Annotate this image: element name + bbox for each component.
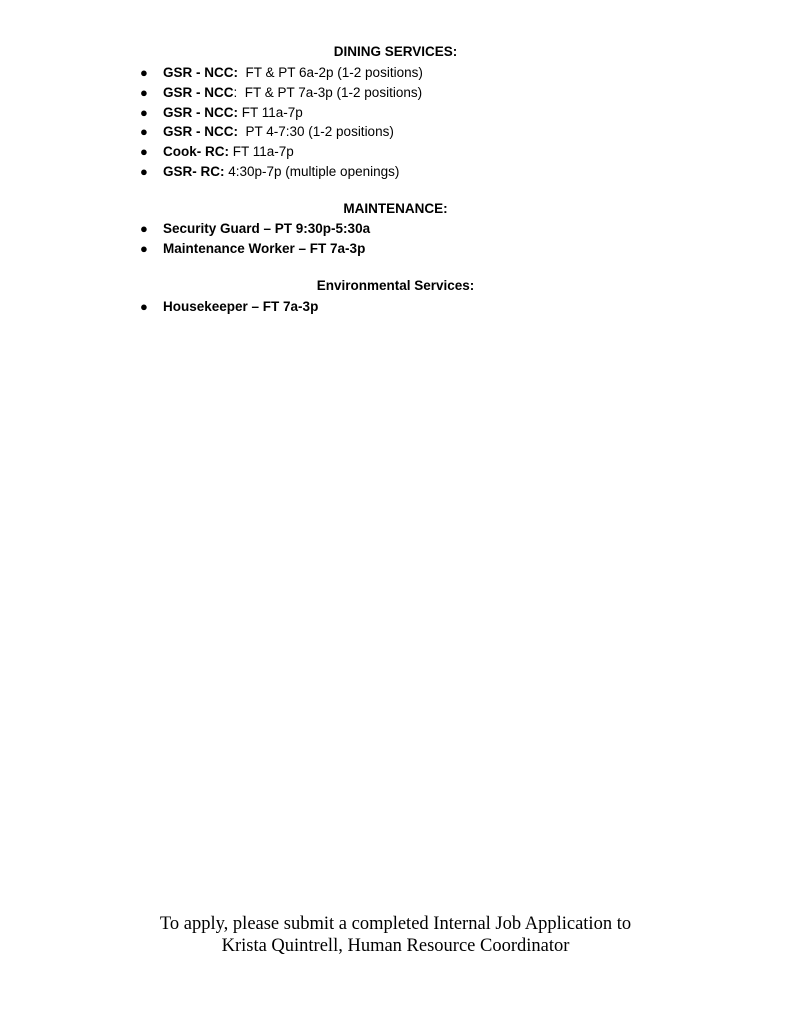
apply-instructions-line-1: To apply, please submit a completed Internal Job Application to: [159, 914, 632, 934]
maintenance-list: [140, 219, 370, 259]
job-title: GSR - NCC: [163, 84, 234, 100]
bullet-icon: ●: [140, 84, 148, 100]
bullet-icon: ●: [140, 65, 148, 80]
bullet-icon: ●: [140, 124, 148, 140]
job-title: GSR - NCC:: [163, 104, 238, 120]
dining-services-list: [140, 63, 423, 182]
list-item: [140, 239, 370, 259]
job-title: GSR - NCC:: [163, 124, 238, 140]
environmental-services-list: [140, 297, 318, 317]
list-item: [140, 103, 423, 123]
list-item: [140, 142, 423, 162]
job-title: Maintenance Worker – FT 7a-3p: [163, 240, 366, 256]
job-title: GSR- RC:: [163, 163, 225, 179]
bullet-icon: ●: [140, 104, 148, 120]
list-item: [140, 122, 423, 142]
bullet-icon: ●: [140, 299, 148, 314]
job-detail: FT 11a-7p: [229, 144, 294, 160]
job-detail: 4:30p-7p (multiple openings): [224, 163, 400, 179]
list-item: [140, 297, 318, 317]
list-item: [140, 63, 423, 83]
job-title: Cook- RC:: [163, 144, 229, 160]
bullet-icon: ●: [140, 221, 148, 236]
job-title: Housekeeper – FT 7a-3p: [163, 299, 319, 314]
job-title: Security Guard – PT 9:30p-5:30a: [163, 221, 371, 236]
list-item: [140, 83, 423, 103]
bullet-icon: ●: [140, 144, 148, 160]
job-detail: FT & PT 6a-2p (1-2 positions): [238, 65, 423, 80]
section-heading-environmental-services: Environmental Services:: [316, 278, 475, 293]
job-detail: : FT & PT 7a-3p (1-2 positions): [233, 84, 423, 100]
bullet-icon: ●: [140, 163, 148, 179]
list-item: [140, 162, 423, 182]
job-detail: PT 4-7:30 (1-2 positions): [238, 124, 394, 140]
job-detail: FT 11a-7p: [238, 104, 303, 120]
apply-instructions-line-2: Krista Quintrell, Human Resource Coordinator: [221, 936, 570, 956]
section-heading-maintenance: MAINTENANCE:: [343, 201, 448, 216]
apply-instructions: [0, 913, 791, 957]
bullet-icon: ●: [140, 240, 148, 256]
list-item: [140, 219, 370, 239]
section-heading-dining-services: DINING SERVICES:: [333, 44, 458, 59]
job-title: GSR - NCC:: [163, 65, 238, 80]
